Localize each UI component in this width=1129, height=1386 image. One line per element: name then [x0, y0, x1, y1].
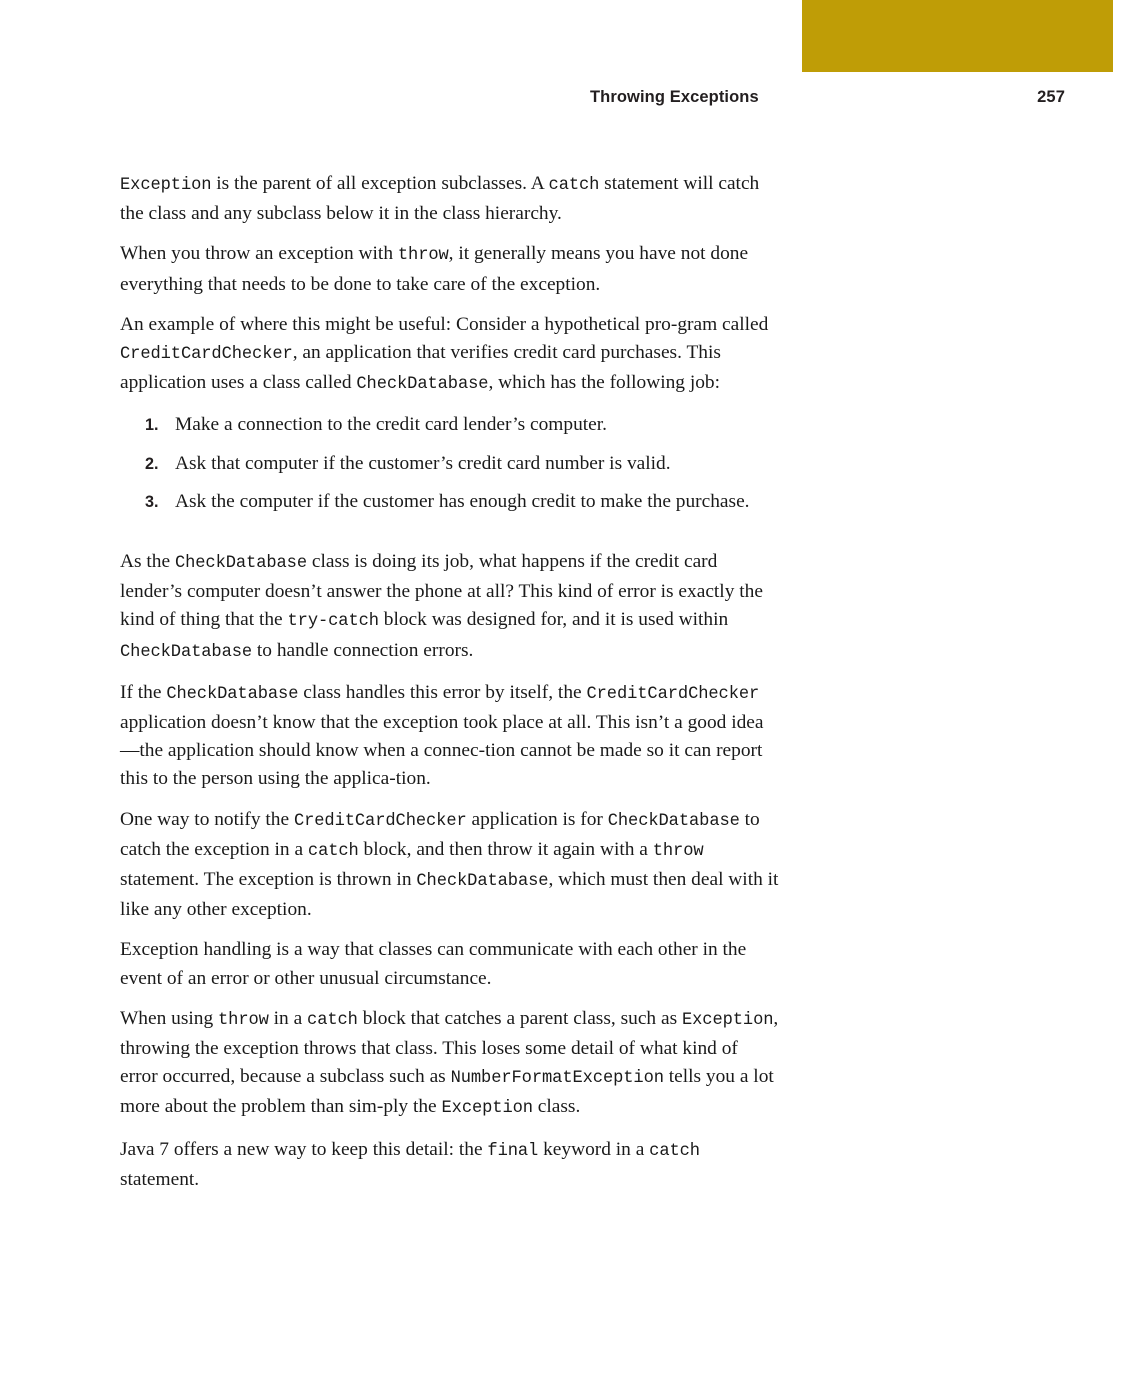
text-run: class handles this error by itself, the — [298, 681, 587, 703]
text-run: An example of where this might be useful: Consider a hypothetical pro-gram called — [120, 313, 769, 335]
text-run: statement. The exception is thrown in — [120, 869, 417, 891]
list-trailing-gap — [120, 536, 780, 548]
text-run: to handle connection errors. — [252, 639, 474, 661]
text-run: One way to notify the — [120, 808, 294, 830]
code-span: throw — [218, 1010, 269, 1030]
text-run: , which must then deal with it like any other exception. — [120, 869, 779, 921]
text-run: , it generally means you have not done everything that needs to be done to take care of the exception. — [120, 243, 749, 295]
code-span: CheckDatabase — [416, 872, 549, 892]
list-item-number: 2. — [145, 454, 159, 473]
text-run: block that catches a parent class, such as — [357, 1007, 682, 1029]
text-run: Java 7 offers a new way to keep this detail: the — [120, 1138, 488, 1160]
text-run: , which has the following job: — [488, 372, 721, 394]
text-run: statement will catch the class and any subclass below it in the class hierarchy. — [120, 173, 760, 225]
list-item-label: Ask that computer if the customer’s credit card number is valid. — [175, 452, 671, 474]
text-run: Exception handling is a way that classes can communicate with each other in the event of an error or other unusual circumstance. — [120, 939, 747, 989]
code-span: catch — [307, 841, 359, 861]
paragraph-4 — [120, 548, 780, 667]
list-item-number: 3. — [145, 492, 159, 511]
list-item — [120, 488, 780, 516]
code-span: catch — [548, 176, 600, 195]
code-span: CreditCardChecker — [293, 811, 467, 831]
code-span: CreditCardChecker — [586, 684, 760, 704]
code-span: catch — [307, 1010, 358, 1030]
text-run: When using — [120, 1007, 219, 1029]
code-span: catch — [649, 1141, 700, 1161]
text-run: block, and then throw it again with a — [358, 838, 653, 860]
code-span: Exception — [441, 1099, 533, 1119]
code-span: CheckDatabase — [166, 684, 299, 704]
text-run: application is for — [466, 808, 608, 830]
code-span: Exception — [120, 176, 212, 195]
body-content — [120, 170, 780, 1206]
paragraph-1 — [120, 170, 780, 228]
text-run: is the parent of all exception subclasses. A — [211, 173, 549, 194]
list-item-label: Make a connection to the credit card lender’s computer. — [175, 414, 607, 436]
text-run: block was designed for, and it is used within — [378, 609, 729, 631]
code-span: Exception — [681, 1010, 774, 1030]
code-span: CheckDatabase — [120, 642, 253, 662]
text-run: statement. — [120, 1168, 200, 1190]
paragraph-2 — [120, 240, 780, 298]
text-run: class. — [532, 1096, 581, 1118]
list-item-number: 1. — [145, 416, 159, 435]
code-span: CheckDatabase — [174, 554, 307, 574]
code-span: throw — [652, 841, 704, 861]
code-span: CreditCardChecker — [120, 345, 293, 365]
text-run: tells you a lot more about the problem than sim-ply the — [120, 1066, 774, 1118]
text-run: , an application that verifies credit card purchases. This application uses a class called — [120, 342, 721, 394]
paragraph-3 — [120, 311, 780, 400]
code-span: throw — [397, 246, 449, 266]
text-run: , throwing the exception throws that class. This loses some detail of what kind of error occurred, because a subclass such as — [120, 1007, 779, 1088]
running-head — [120, 88, 1065, 112]
paragraph-6 — [120, 806, 780, 925]
text-run: As the — [120, 551, 175, 573]
text-run: to catch the exception in a — [120, 808, 760, 860]
list-item — [120, 450, 780, 478]
code-span: CheckDatabase — [607, 811, 740, 831]
paragraph-5 — [120, 679, 780, 794]
text-run: When you throw an exception with — [120, 243, 398, 265]
code-span: CheckDatabase — [356, 375, 489, 395]
paragraph-7 — [120, 936, 780, 992]
running-head-title: Throwing Exceptions — [590, 88, 759, 106]
code-span: try-catch — [287, 612, 379, 632]
steps-list — [120, 411, 780, 516]
page-accent-bar — [802, 0, 1113, 72]
paragraph-8 — [120, 1005, 780, 1124]
text-run: application doesn’t know that the exception took place at all. This isn’t a good idea—the application should know when a connec-tion cannot be made so it can report this to the person using the applica-tion. — [120, 712, 764, 790]
paragraph-9 — [120, 1136, 780, 1194]
list-item-label: Ask the computer if the customer has enough credit to make the purchase. — [175, 490, 750, 512]
text-run: in a — [268, 1007, 308, 1029]
text-run: keyword in a — [538, 1138, 650, 1160]
list-item — [120, 411, 780, 439]
code-span: final — [487, 1141, 539, 1161]
text-run: class is doing its job, what happens if the credit card lender’s computer doesn’t answer the phone at all? This kind of error is exactly the kind of thing that the — [120, 551, 763, 631]
text-run: If the — [120, 681, 167, 703]
code-span: NumberFormatException — [450, 1069, 664, 1089]
page-number: 257 — [1037, 88, 1065, 106]
